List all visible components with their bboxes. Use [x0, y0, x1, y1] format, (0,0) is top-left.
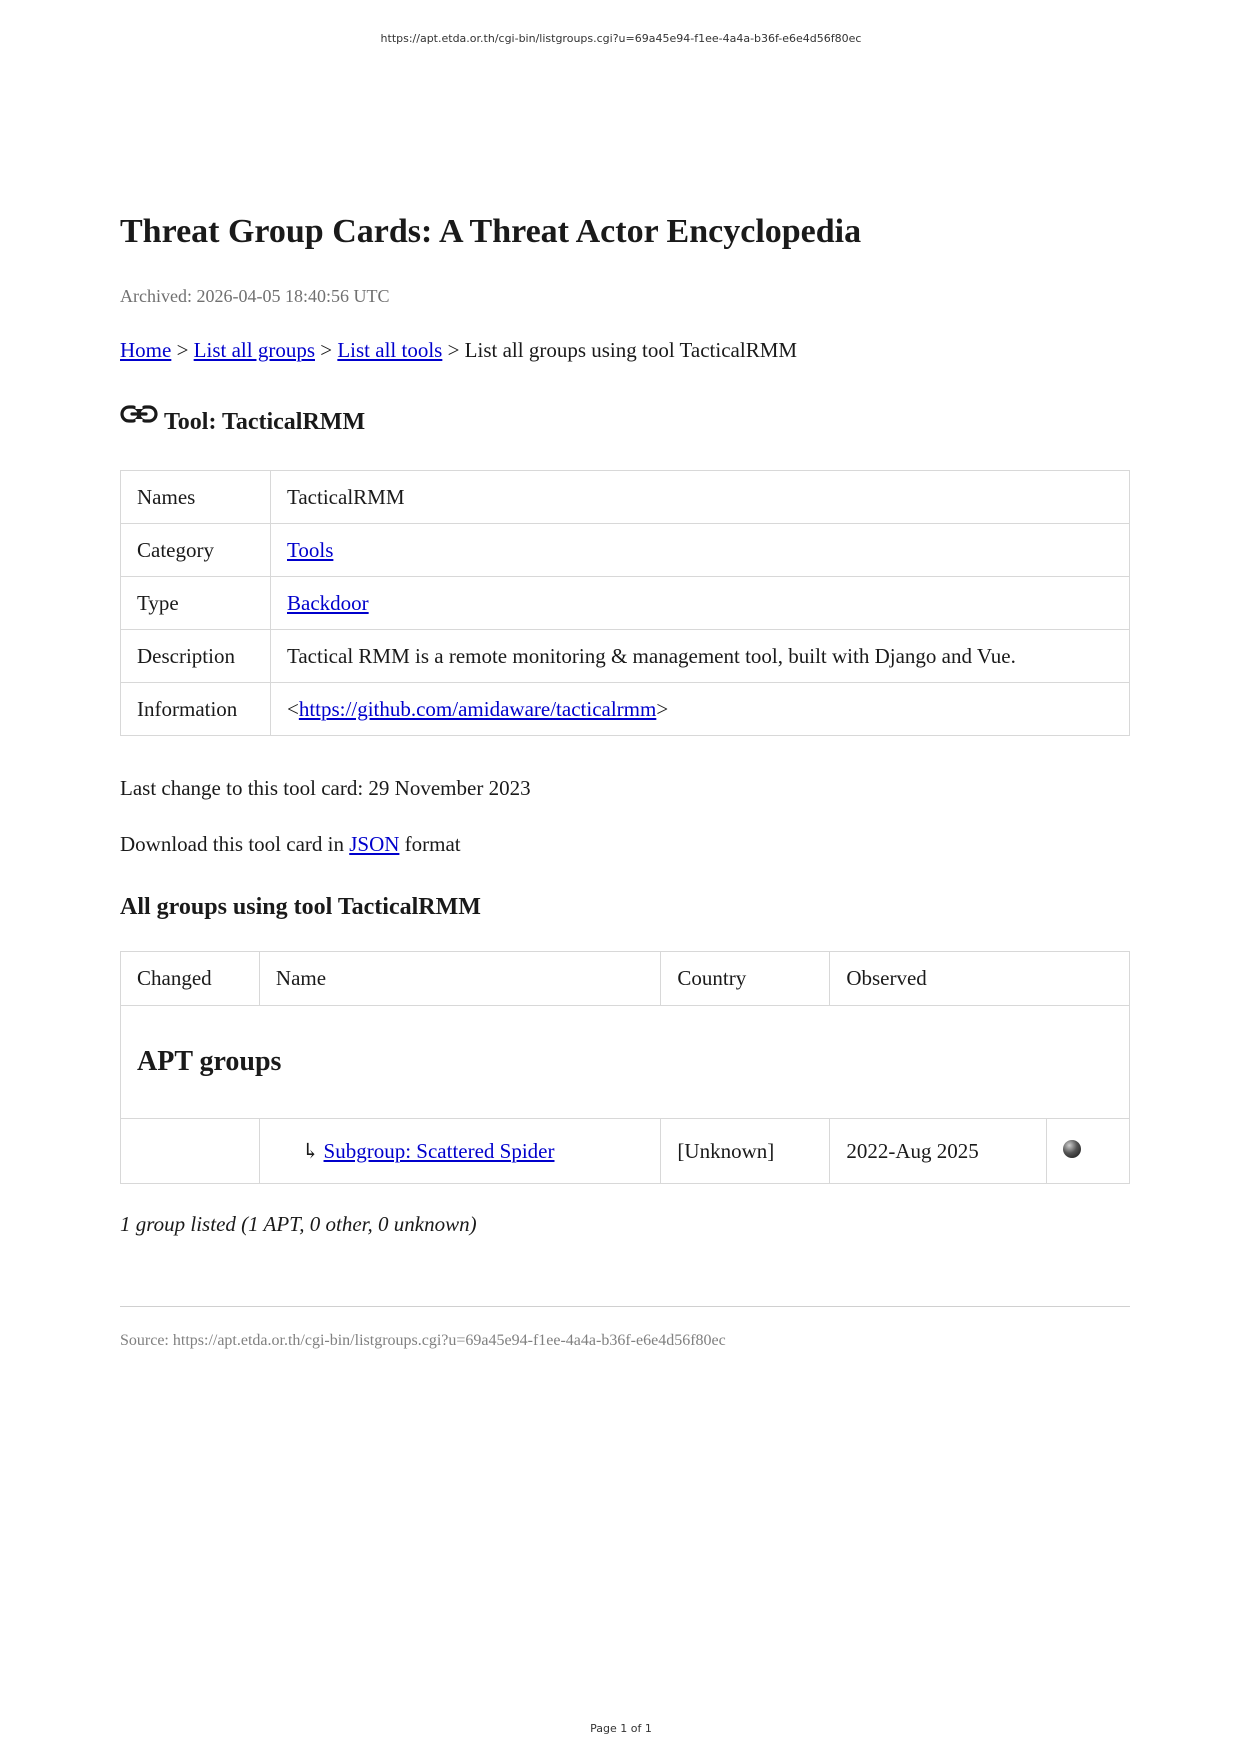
github-link[interactable]: https://github.com/amidaware/tacticalrmm	[298, 696, 657, 721]
status-cell	[1047, 1119, 1130, 1184]
breadcrumb-list-tools-link[interactable]: List all tools	[337, 338, 443, 362]
download-prefix: Download this tool card in	[120, 832, 350, 856]
source-text: Source: https://apt.etda.or.th/cgi-bin/listgroups.cgi?u=69a45e94-f1ee-4a4a-b36f-e6e4d56f80ec	[120, 1332, 726, 1349]
breadcrumb-home-link[interactable]: Home	[120, 338, 172, 362]
print-header-url: https://apt.etda.or.th/cgi-bin/listgroups.cgi?u=69a45e94-f1ee-4a4a-b36f-e6e4d56f80ec	[380, 32, 862, 45]
table-row	[121, 630, 1130, 683]
observed-cell: 2022-Aug 2025	[830, 1119, 1047, 1184]
names-label: Names	[121, 471, 271, 524]
table-header-row	[121, 952, 1130, 1006]
groups-table	[120, 951, 1130, 1184]
last-change-text: Last change to this tool card: 29 November 2023	[120, 776, 531, 800]
changed-cell	[121, 1119, 260, 1184]
table-row	[121, 1119, 1130, 1184]
breadcrumb-separator: >	[171, 338, 194, 362]
angle-close: >	[656, 696, 669, 721]
names-value: TacticalRMM	[271, 471, 1130, 524]
page-title: Threat Group Cards: A Threat Actor Encyclopedia	[120, 213, 862, 250]
download-text	[120, 832, 461, 857]
information-cell	[271, 683, 1130, 736]
information-label: Information	[121, 683, 271, 736]
country-cell: [Unknown]	[661, 1119, 830, 1184]
download-suffix: format	[399, 832, 461, 856]
section-row	[121, 1006, 1130, 1119]
table-row	[121, 577, 1130, 630]
type-label: Type	[121, 577, 271, 630]
type-cell	[271, 577, 1130, 630]
page-number: Page 1 of 1	[590, 1722, 652, 1735]
header-observed: Observed	[830, 952, 1130, 1006]
table-row	[121, 683, 1130, 736]
table-row	[121, 524, 1130, 577]
name-cell	[259, 1119, 661, 1184]
scattered-spider-link[interactable]: Subgroup: Scattered Spider	[323, 1138, 555, 1163]
json-download-link[interactable]: JSON	[349, 832, 400, 856]
subgroup-arrow-icon: ↳	[301, 1138, 320, 1163]
table-row	[121, 471, 1130, 524]
description-label: Description	[121, 630, 271, 683]
tool-title: Tool: TacticalRMM	[164, 409, 366, 435]
sphere-dot-icon	[1063, 1140, 1081, 1158]
archived-timestamp: Archived: 2026-04-05 18:40:56 UTC	[120, 286, 390, 306]
groups-summary: 1 group listed (1 APT, 0 other, 0 unknown)	[120, 1212, 477, 1236]
section-label-apt-groups: APT groups	[121, 1006, 1130, 1119]
breadcrumb-list-groups-link[interactable]: List all groups	[193, 338, 315, 362]
link-icon	[120, 402, 158, 428]
category-label: Category	[121, 524, 271, 577]
breadcrumb-separator: >	[315, 338, 338, 362]
category-link[interactable]: Tools	[287, 537, 334, 562]
tool-info-table	[120, 470, 1130, 736]
description-value: Tactical RMM is a remote monitoring & management tool, built with Django and Vue.	[271, 630, 1130, 683]
divider	[120, 1306, 1130, 1307]
header-changed: Changed	[121, 952, 260, 1006]
type-link[interactable]: Backdoor	[287, 590, 369, 615]
breadcrumb	[120, 338, 797, 363]
breadcrumb-current: > List all groups using tool TacticalRMM	[442, 338, 798, 362]
groups-heading: All groups using tool TacticalRMM	[120, 894, 481, 920]
angle-open: <	[287, 696, 299, 721]
header-country: Country	[661, 952, 830, 1006]
category-cell	[271, 524, 1130, 577]
tool-heading	[120, 402, 365, 438]
header-name: Name	[259, 952, 661, 1006]
